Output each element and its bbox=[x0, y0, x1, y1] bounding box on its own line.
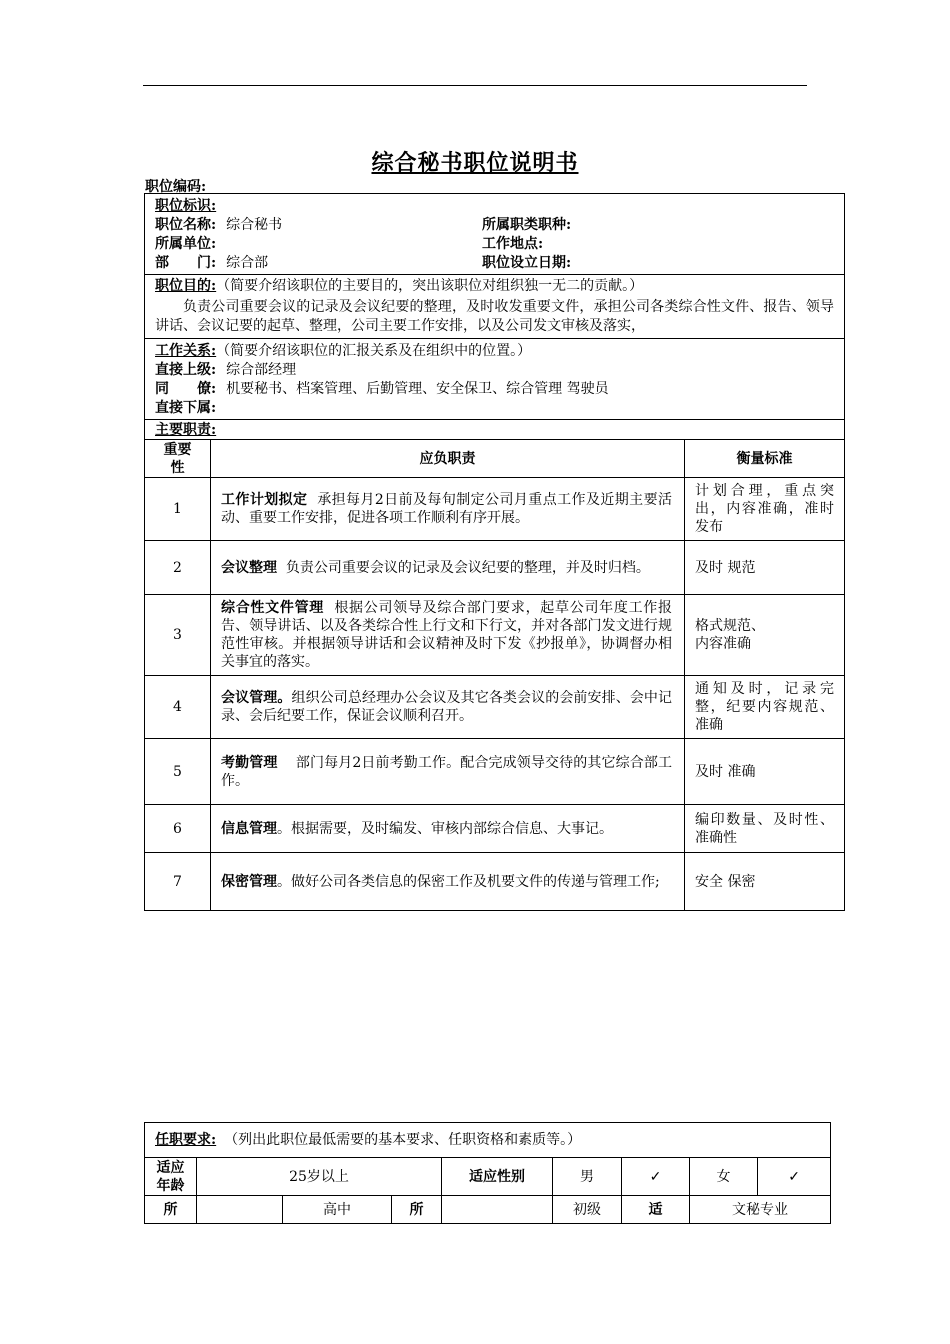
duty-cell bbox=[211, 805, 685, 853]
dept-label: 部 门: bbox=[155, 254, 217, 271]
duty-text: 负责公司重要会议的记录及会议纪要的整理，并及时归档。 bbox=[277, 559, 650, 576]
duty-text: 。做好公司各类信息的保密工作及机要文件的传递与管理工作; bbox=[277, 873, 660, 890]
duty-standard: 编印数量、及时性、准确性 bbox=[685, 805, 845, 853]
dept-value: 综合部 bbox=[226, 254, 269, 271]
requirements-note: （列出此职位最低需要的基本要求、任职资格和素质等。） bbox=[224, 1132, 582, 1148]
duty-text: 组织公司总经理办公会议及其它各类会议的会前安排、会中记录、会后纪要工作，保证会议顺利召开。 bbox=[221, 690, 672, 724]
duty-number: 6 bbox=[145, 805, 211, 853]
duty-title: 保密管理 bbox=[221, 873, 277, 890]
education-label: 所 bbox=[145, 1196, 197, 1224]
major-value: 文秘专业 bbox=[690, 1196, 831, 1224]
age-value: 25岁以上 bbox=[197, 1158, 442, 1196]
duty-title: 会议管理。 bbox=[221, 690, 292, 706]
duty-row bbox=[145, 805, 845, 853]
duty-cell bbox=[211, 739, 685, 805]
superior-label: 直接上级: bbox=[155, 361, 217, 378]
gender-label: 适应性别 bbox=[442, 1158, 553, 1196]
duty-text: 部门每月2日前考勤工作。配合完成领导交待的其它综合部工作。 bbox=[221, 754, 672, 789]
duty-title: 考勤管理 bbox=[221, 754, 278, 771]
age-label: 适应年龄 bbox=[145, 1158, 197, 1196]
duties-heading-row bbox=[145, 420, 845, 440]
position-code-label: 职位编码: bbox=[145, 179, 207, 195]
duty-standard: 计划合理，重点突出，内容准确，准时发布 bbox=[685, 478, 845, 541]
peers-label: 同 僚: bbox=[155, 380, 217, 397]
male-check-icon: ✓ bbox=[622, 1158, 690, 1196]
title-label: 所 bbox=[392, 1196, 442, 1224]
job-description-table bbox=[144, 193, 845, 911]
requirements-heading-row bbox=[145, 1123, 831, 1158]
duty-standard: 及时 规范 bbox=[685, 541, 845, 595]
duty-title: 综合性文件管理 bbox=[221, 600, 324, 616]
relations-note: （简要介绍该职位的汇报关系及在组织中的位置。） bbox=[216, 342, 532, 359]
duty-row bbox=[145, 541, 845, 595]
standard-header: 衡量标准 bbox=[685, 440, 845, 478]
female-check-icon: ✓ bbox=[758, 1158, 831, 1196]
category-label: 所属职类职种: bbox=[482, 216, 572, 233]
relations-section bbox=[145, 339, 845, 420]
gender-male: 男 bbox=[553, 1158, 622, 1196]
purpose-section bbox=[145, 275, 845, 339]
duty-cell bbox=[211, 853, 685, 911]
duty-number: 4 bbox=[145, 676, 211, 739]
duty-standard: 通知及时，记录完整，纪要内容规范、准确 bbox=[685, 676, 845, 739]
position-name-label: 职位名称: bbox=[155, 216, 217, 233]
duty-title: 工作计划拟定 bbox=[221, 492, 308, 508]
gender-female: 女 bbox=[690, 1158, 758, 1196]
importance-header: 重要性 bbox=[145, 440, 211, 478]
unit-label: 所属单位: bbox=[155, 235, 217, 252]
duty-row bbox=[145, 478, 845, 541]
duty-standard: 及时 准确 bbox=[685, 739, 845, 805]
duty-row bbox=[145, 853, 845, 911]
superior-value: 综合部经理 bbox=[226, 361, 297, 378]
education-blank bbox=[197, 1196, 283, 1224]
duty-standard: 格式规范、 内容准确 bbox=[685, 595, 845, 676]
duty-number: 7 bbox=[145, 853, 211, 911]
purpose-heading: 职位目的: bbox=[155, 278, 217, 294]
duty-cell bbox=[211, 676, 685, 739]
duty-text: 根据公司领导及综合部门要求，起草公司年度工作报告、领导讲话、以及各类综合性上行文和下行文，并对各部门发文进行规范性审核。并根据领导讲话和会议精神及时下发《抄报单》，协调督办相关事宜的落实。 bbox=[221, 600, 673, 670]
identification-section bbox=[145, 194, 845, 275]
location-label: 工作地点: bbox=[482, 235, 544, 252]
purpose-text: 负责公司重要会议的记录及会议纪要的整理，及时收发重要文件，承担公司各类综合性文件、报告、领导讲话、会议记要的起草、整理，公司主要工作安排，以及公司发文审核及落实， bbox=[155, 299, 834, 334]
duty-standard: 安全 保密 bbox=[685, 853, 845, 911]
duties-heading: 主要职责: bbox=[155, 421, 217, 438]
position-name-value: 综合秘书 bbox=[226, 216, 283, 233]
header-rule bbox=[143, 85, 807, 86]
duty-number: 2 bbox=[145, 541, 211, 595]
requirements-heading: 任职要求: bbox=[155, 1132, 217, 1148]
duty-cell bbox=[211, 478, 685, 541]
duty-number: 1 bbox=[145, 478, 211, 541]
established-date-label: 职位设立日期: bbox=[482, 254, 572, 271]
duty-row bbox=[145, 676, 845, 739]
requirements-table bbox=[144, 1122, 831, 1224]
duty-text: 。根据需要，及时编发、审核内部综合信息、大事记。 bbox=[277, 820, 613, 837]
purpose-note: （简要介绍该职位的主要目的，突出该职位对组织独一无二的贡献。） bbox=[216, 278, 644, 294]
education-value: 高中 bbox=[283, 1196, 392, 1224]
duty-text: 承担每月2日前及每旬制定公司月重点工作及近期主要活动、重要工作安排，促进各项工作顺利有序开展。 bbox=[221, 492, 673, 526]
duty-cell bbox=[211, 595, 685, 676]
duty-row bbox=[145, 739, 845, 805]
peers-value: 机要秘书、档案管理、后勤管理、安全保卫、综合管理 驾驶员 bbox=[226, 380, 609, 397]
subordinate-label: 直接下属: bbox=[155, 399, 217, 416]
duty-number: 3 bbox=[145, 595, 211, 676]
major-label: 适 bbox=[622, 1196, 690, 1224]
duty-title: 会议整理 bbox=[221, 559, 277, 576]
identification-heading: 职位标识: bbox=[155, 197, 217, 214]
relations-heading: 工作关系: bbox=[155, 342, 217, 359]
page-title: 综合秘书职位说明书 bbox=[371, 150, 579, 176]
title-value: 初级 bbox=[553, 1196, 622, 1224]
duty-header: 应负职责 bbox=[211, 440, 685, 478]
duty-number: 5 bbox=[145, 739, 211, 805]
duty-title: 信息管理 bbox=[221, 820, 277, 837]
title-blank bbox=[442, 1196, 553, 1224]
duty-row bbox=[145, 595, 845, 676]
duty-cell bbox=[211, 541, 685, 595]
